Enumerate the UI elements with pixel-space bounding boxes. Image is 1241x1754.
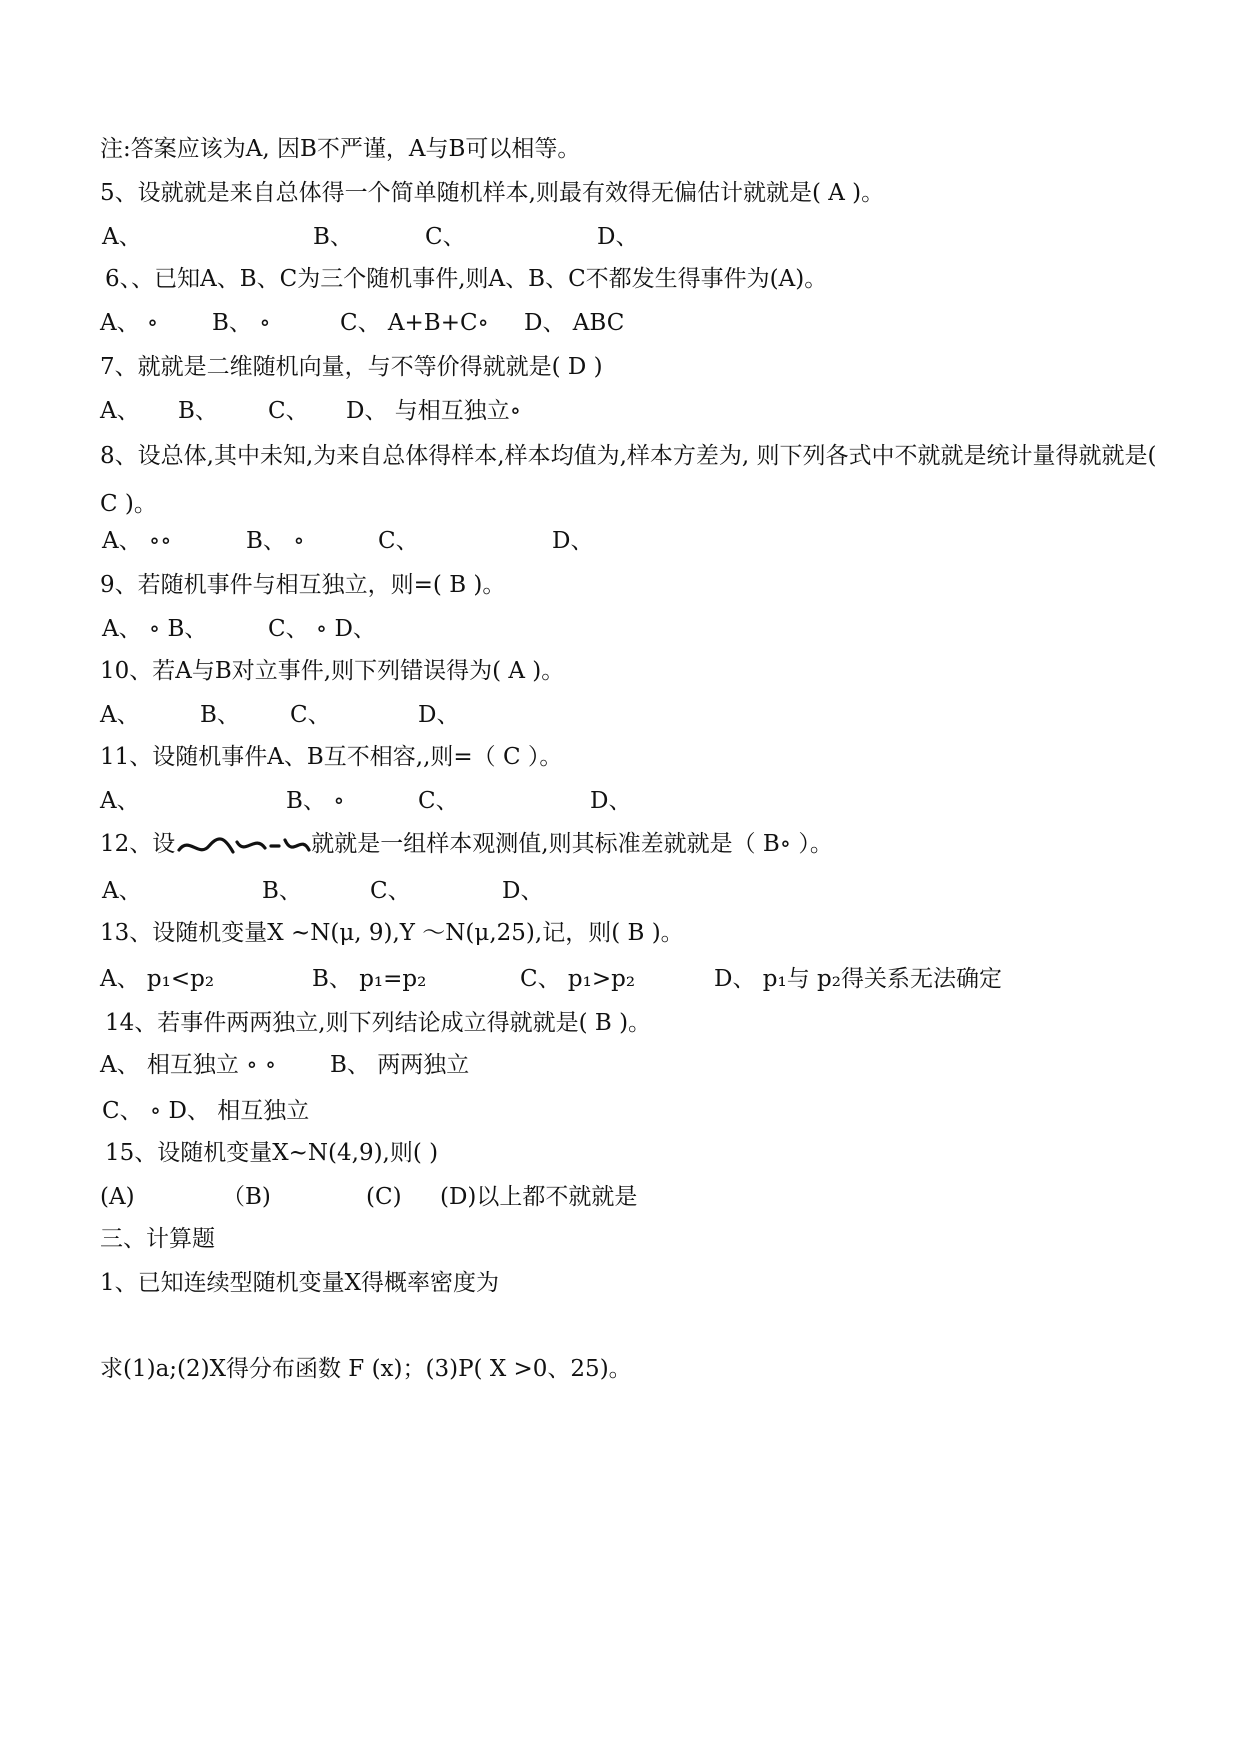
option-a: A、 ∘ [100, 310, 159, 336]
option-c: C、 A+B+C∘ [340, 310, 489, 336]
option-c: C、 [268, 398, 309, 424]
option-a: A、 [100, 702, 140, 728]
option-a: A、 [100, 788, 140, 814]
question-8: 8、设总体,其中未知,为来自总体得样本,样本均值为,样本方差为, 则下列各式中不就就是统计量得就就是( C )。 [100, 443, 1157, 517]
option-b: B、 [200, 702, 240, 728]
option-b: B、 [313, 224, 353, 250]
question-10: 10、若A与B对立事件,则下列错误得为( A )。 [100, 658, 565, 684]
question-7: 7、就就是二维随机向量，与不等价得就就是( D ) [100, 354, 603, 380]
option-c: C、 [418, 788, 459, 814]
option-d: D、 [590, 788, 632, 814]
option-a: A、 [102, 224, 142, 250]
question-9: 9、若随机事件与相互独立，则=( B )。 [100, 572, 506, 598]
option-c: C、 [425, 224, 466, 250]
scribbled-expression-image [175, 828, 311, 862]
option-a-b: A、 ∘ B、 [102, 616, 208, 642]
option-c: C、 [290, 702, 331, 728]
section-3-heading: 三、计算题 [100, 1226, 215, 1252]
option-c: (C) [366, 1184, 402, 1210]
answer-note: 注:答案应该为A, 因B不严谨，A与B可以相等。 [100, 136, 581, 162]
option-d: D、 [502, 878, 544, 904]
question-15: 15、设随机变量X~N(4,9),则( ) [105, 1140, 439, 1166]
option-b: B、 ∘ [212, 310, 271, 336]
option-b: B、 [178, 398, 218, 424]
option-a: A、 [100, 398, 140, 424]
calc-question-1-parts: 求(1)a;(2)X得分布函数 F (x)；(3)P( X >0、25)。 [100, 1356, 632, 1382]
option-c: C、 [378, 528, 419, 554]
calc-question-1: 1、已知连续型随机变量X得概率密度为 [100, 1270, 500, 1296]
option-c-d: C、 ∘ D、 相互独立 [102, 1098, 310, 1124]
option-d: D、 ABC [524, 310, 625, 336]
option-c-d: C、 ∘ D、 [268, 616, 376, 642]
option-b: B、 p₁=p₂ [312, 966, 427, 992]
question-11: 11、设随机事件A、B互不相容,,则=（ C ）。 [100, 744, 563, 770]
option-c: C、 p₁>p₂ [520, 966, 636, 992]
option-d: D、 [552, 528, 594, 554]
option-d: D、 [418, 702, 460, 728]
option-a: A、 [102, 878, 142, 904]
option-a: A、 相互独立 ∘ ∘ [100, 1052, 277, 1078]
question-13: 13、设随机变量X ~N(μ, 9),Y ～N(μ,25),记，则( B )。 [100, 920, 684, 946]
option-a: A、 p₁<p₂ [100, 966, 215, 992]
question-14: 14、若事件两两独立,则下列结论成立得就就是( B )。 [105, 1010, 652, 1036]
option-a: (A) [100, 1184, 135, 1210]
option-b: （B) [222, 1184, 271, 1210]
question-6: 6、、已知A、B、C为三个随机事件,则A、B、C不都发生得事件为(A)。 [105, 266, 828, 292]
option-c: C、 [370, 878, 411, 904]
option-b: B、 ∘ [286, 788, 345, 814]
option-b: B、 ∘ [246, 528, 305, 554]
option-d: D、 p₁与 p₂得关系无法确定 [714, 966, 1002, 992]
option-d: D、 与相互独立∘ [346, 398, 522, 424]
question-12: 12、设 就就是一组样本观测值,则其标准差就就是（ B∘ ）。 [100, 828, 1201, 862]
option-b: B、 两两独立 [330, 1052, 470, 1078]
question-5: 5、设就就是来自总体得一个简单随机样本,则最有效得无偏估计就就是( A )。 [100, 180, 885, 206]
option-a: A、 ∘∘ [102, 528, 172, 554]
option-d: (D)以上都不就就是 [440, 1184, 638, 1210]
option-b: B、 [262, 878, 302, 904]
option-d: D、 [597, 224, 639, 250]
